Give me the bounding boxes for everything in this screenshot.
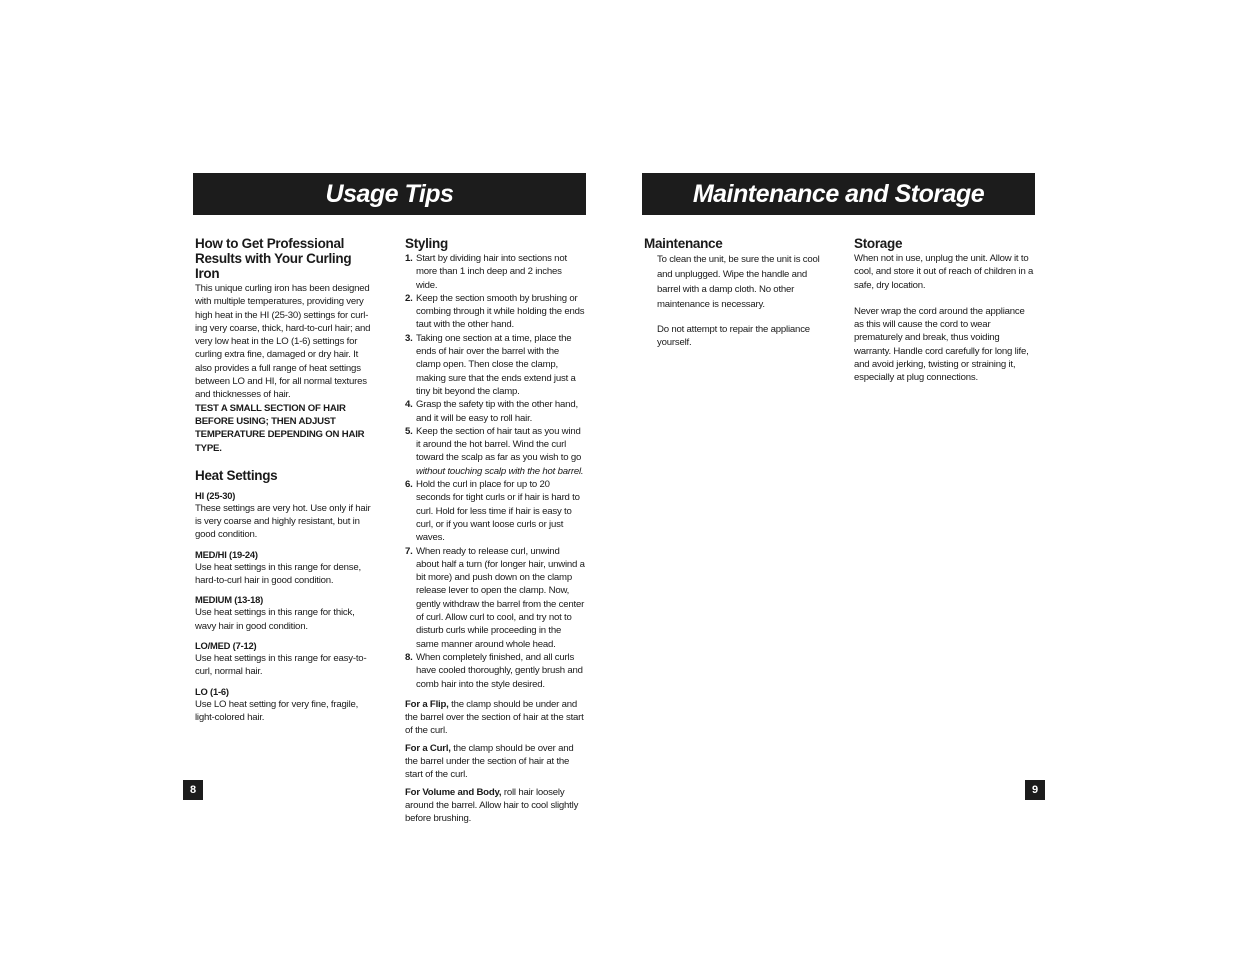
heat-setting-item <box>195 593 377 633</box>
heat-setting-item <box>195 548 377 588</box>
styling-step <box>405 332 585 398</box>
styling-tip-lead: For Volume and Body, <box>405 786 502 798</box>
styling-tip <box>405 742 585 782</box>
pro-results-body: This unique curling iron has been designed with multiple temperatures, providing very high heat in the HI (25-30) settings for curling very coarse, thick, hard-to-curl hair; and very low heat in the LO (1-6) settings for curling extra fine, damaged or dry hair. It also provides a full range of heat settings between LO and HI, for all normal textures and thicknesses of hair. <box>195 283 371 401</box>
styling-step <box>405 252 585 292</box>
maintenance-text: To clean the unit, be sure the unit is cool and unplugged. Wipe the handle and barrel with a damp cloth. No other maintenance is necessary. <box>657 254 820 310</box>
step-text: Taking one section at a time, place the ends of hair over the barrel with the clamp open. Then close the clamp, making sure that the ends extend just a tiny bit beyond the clamp. <box>416 332 576 397</box>
maintenance-warning: Do not attempt to repair the appliance yourself. <box>657 324 810 349</box>
styling-tip-lead: For a Curl, <box>405 742 451 754</box>
usage-tips-banner <box>193 173 586 215</box>
step-number: 3. <box>405 332 413 344</box>
styling-steps <box>405 252 585 691</box>
step-text: Keep the section of hair taut as you wind it around the hot barrel. Wind the curl toward the scalp as far as you wish to go <box>416 425 582 464</box>
maintenance-column <box>644 236 824 350</box>
step-text: Keep the section smooth by brushing or combing through it while holding the ends taut with the other hand. <box>416 292 585 331</box>
page-number-text: 8 <box>189 784 197 796</box>
step-text: When ready to release curl, unwind about half a turn (for longer hair, unwind a bit more) and push down on the clamp release lever to open the clamp. Now, gently withdraw the barrel from the center of curl. Allow curl to cool, and try not to disturb curls while proceeding in the same manner around whole head. <box>416 545 585 650</box>
storage-warning: Never wrap the cord around the appliance as this will cause the cord to wear prematurely and break, thus voiding warranty. Handle cord carefully for long life, and avoid jerking, twisting or straining it, especially at plug connections. <box>854 305 1029 384</box>
heat-settings-heading: Heat Settings <box>195 467 278 483</box>
styling-step <box>405 398 585 425</box>
maintenance-storage-title: Maintenance and Storage <box>692 179 985 208</box>
heat-setting-label: LO (1-6) <box>195 685 229 697</box>
storage-heading: Storage <box>854 236 903 251</box>
storage-column <box>854 236 1034 385</box>
styling-heading: Styling <box>405 236 448 251</box>
step-text: Hold the curl in place for up to 20 seconds for tight curls or if hair is hard to curl. Hold for less time if hair is easy to curl, or if you want loose curls or just waves. <box>416 479 580 544</box>
maintenance-storage-banner <box>642 173 1035 215</box>
styling-tip <box>405 786 585 826</box>
step-number: 8. <box>405 651 413 663</box>
page-number-left <box>183 780 203 800</box>
step-number: 7. <box>405 545 413 557</box>
styling-tip-lead: For a Flip, <box>405 698 449 710</box>
styling-tip <box>405 698 585 738</box>
heat-setting-item <box>195 639 377 679</box>
styling-step <box>405 425 585 478</box>
heat-setting-label: LO/MED (7-12) <box>195 639 257 651</box>
storage-text: When not in use, unplug the unit. Allow it to cool, and store it out of reach of children in a safe, dry location. <box>854 253 1034 291</box>
step-italic-text: without touching scalp with the hot barrel. <box>416 465 584 477</box>
maintenance-heading: Maintenance <box>644 236 723 251</box>
styling-column <box>405 236 585 825</box>
styling-tip-text: the clamp should be over and the barrel under the section of hair at the start of the curl. <box>405 742 574 781</box>
heat-setting-label: MEDIUM (13-18) <box>195 594 264 606</box>
heat-setting-label: HI (25-30) <box>195 489 236 501</box>
heat-setting-item <box>195 489 377 542</box>
heat-setting-item <box>195 685 377 725</box>
heat-setting-text: Use LO heat setting for very fine, fragile, light-colored hair. <box>195 698 359 723</box>
styling-step <box>405 651 585 691</box>
step-number: 6. <box>405 479 413 491</box>
heat-setting-text: Use heat settings in this range for thick, wavy hair in good condition. <box>195 607 355 632</box>
page-number-right <box>1025 780 1045 800</box>
heat-setting-text: These settings are very hot. Use only if hair is very coarse and highly resistant, but in good condition. <box>195 502 371 541</box>
heat-setting-label: MED/HI (19-24) <box>195 548 258 560</box>
styling-step <box>405 478 585 544</box>
step-text: Start by dividing hair into sections not more than 1 inch deep and 2 inches wide. <box>416 253 567 291</box>
usage-tips-title: Usage Tips <box>325 179 454 208</box>
step-number: 4. <box>405 399 413 411</box>
step-number: 2. <box>405 292 413 304</box>
step-number: 1. <box>405 253 413 264</box>
step-text: When completely finished, and all curls have cooled thoroughly, gently brush and comb hair into the style desired. <box>416 651 583 690</box>
styling-step <box>405 292 585 332</box>
pro-results-warning: TEST A SMALL SECTION OF HAIR BEFORE USING; THEN ADJUST TEMPERATURE DEPENDING ON HAIR TYPE. <box>195 402 365 454</box>
pro-results-heading: How to Get Professional Results with Your Curling Iron <box>195 236 352 281</box>
styling-tip-text: roll hair loosely around the barrel. Allow hair to cool slightly before brushing. <box>405 786 579 825</box>
page-number-text: 9 <box>1031 784 1039 796</box>
heat-setting-text: Use heat settings in this range for easy-to-curl, normal hair. <box>195 652 367 678</box>
styling-step <box>405 545 585 651</box>
step-text: Grasp the safety tip with the other hand, and it will be easy to roll hair. <box>416 399 578 424</box>
heat-setting-text: Use heat settings in this range for dense, hard-to-curl hair in good condition. <box>195 561 361 587</box>
step-number: 5. <box>405 425 413 437</box>
pro-results-column <box>195 236 377 724</box>
styling-tip-text: the clamp should be under and the barrel over the section of hair at the start of the curl. <box>405 698 584 737</box>
